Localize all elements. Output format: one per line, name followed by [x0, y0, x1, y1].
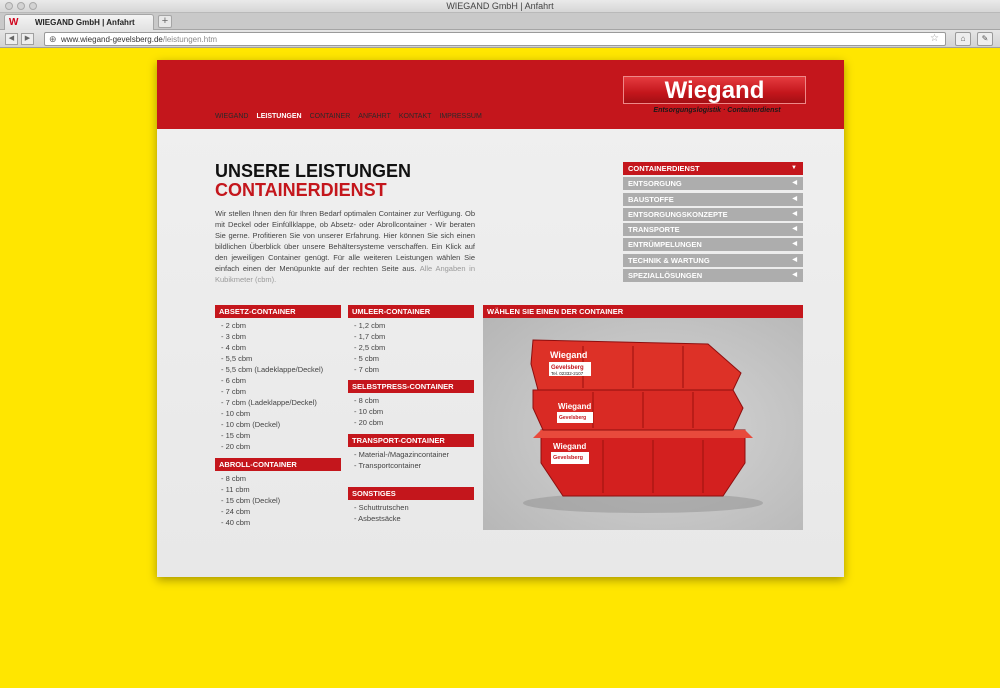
- bookmark-star-icon[interactable]: ☆: [930, 33, 939, 44]
- category-head-absetz[interactable]: ABSETZ-CONTAINER: [215, 305, 341, 318]
- globe-icon: ⊕: [49, 34, 57, 44]
- caret-left-icon: ◀: [792, 256, 797, 263]
- container-label-city-2: Gevelsberg: [559, 415, 587, 421]
- side-menu: [623, 162, 803, 284]
- side-item-transporte[interactable]: TRANSPORTE ◀: [623, 223, 803, 236]
- nav-item-impressum[interactable]: IMPRESSUM: [439, 113, 482, 120]
- list-item[interactable]: - 7 cbm (Ladeklappe/Deckel): [221, 398, 317, 407]
- container-panel: [483, 305, 803, 530]
- page-title: UNSERE LEISTUNGEN: [215, 161, 412, 181]
- category-head-abroll[interactable]: ABROLL-CONTAINER: [215, 458, 341, 471]
- list-item[interactable]: - 20 cbm: [221, 442, 251, 451]
- intro-body: Wir stellen Ihnen den für Ihren Bedarf optimalen Container zur Verfügung. Ob mit Deckel oder Einfüllklappe, ob Absetz- oder Abrollcontainer - Wir beraten Sie gerne. Profitieren Sie von unserer Erfahrung. Hier können Sie sich einen bildlichen Überblick über unsere Behältersysteme verschaffen. Ein Klick auf den jeweiligen Container genügt. Für alle weiteren Leistungen wählen Sie einfach einen der Menüpunkte auf der rechten Seite aus.: [215, 209, 475, 273]
- container-label-phone: Tel. 02332-2107: [551, 371, 584, 376]
- page-subtitle: CONTAINERDIENST: [215, 180, 387, 200]
- list-item[interactable]: - 6 cbm: [221, 376, 247, 385]
- home-button[interactable]: ⌂: [955, 32, 971, 46]
- list-item[interactable]: - 24 cbm: [221, 507, 251, 516]
- panel-title: WÄHLEN SIE EINEN DER CONTAINER: [483, 305, 803, 318]
- list-item[interactable]: - 5 cbm: [354, 354, 380, 363]
- caret-left-icon: ◀: [792, 272, 797, 279]
- site-header: [157, 60, 844, 129]
- list-item[interactable]: - 11 cbm: [221, 485, 250, 494]
- list-item[interactable]: - 5,5 cbm (Ladeklappe/Deckel): [221, 365, 324, 374]
- wiegand-logo[interactable]: [623, 76, 806, 104]
- logo-tagline: Entsorgungslogistik · Containerdienst: [653, 107, 781, 114]
- container-label-city-3: Gevelsberg: [553, 455, 583, 461]
- caret-down-icon: ▼: [791, 165, 797, 171]
- list-item[interactable]: - 1,7 cbm: [354, 332, 386, 341]
- container-stack-image[interactable]: [483, 318, 803, 530]
- forward-button[interactable]: ▶: [21, 33, 34, 45]
- list-item[interactable]: - Asbestsäcke: [354, 514, 401, 523]
- category-transport: [348, 434, 474, 477]
- nav-item-leistungen[interactable]: LEISTUNGEN: [256, 113, 302, 120]
- side-item-entsorgungskonzepte[interactable]: ENTSORGUNGSKONZEPTE ◀: [623, 208, 803, 221]
- browser-toolbar: [0, 30, 1000, 48]
- window-titlebar: [0, 0, 1000, 13]
- category-list-sonstiges: [348, 500, 474, 530]
- nav-item-wiegand[interactable]: WIEGAND: [215, 113, 249, 120]
- favicon-icon: W: [9, 17, 19, 28]
- list-item[interactable]: - 7 cbm: [221, 387, 247, 396]
- category-list-transport: [348, 447, 474, 477]
- tab-label: WIEGAND GmbH | Anfahrt: [35, 18, 135, 27]
- container-label-brand-2: Wiegand: [558, 402, 592, 411]
- caret-left-icon: ◀: [792, 210, 797, 217]
- category-list-selbstpress: [348, 393, 474, 434]
- window-title: WIEGAND GmbH | Anfahrt: [446, 1, 554, 11]
- list-item[interactable]: - Material-/Magazincontainer: [354, 450, 450, 459]
- list-item[interactable]: - 2 cbm: [221, 321, 247, 330]
- nav-item-anfahrt[interactable]: ANFAHRT: [358, 113, 391, 120]
- side-item-baustoffe[interactable]: BAUSTOFFE ◀: [623, 193, 803, 206]
- list-item[interactable]: - 10 cbm: [354, 407, 384, 416]
- container-label-brand: Wiegand: [550, 350, 588, 360]
- new-tab-button[interactable]: +: [158, 15, 172, 28]
- intro-note: Alle Angaben in Kubikmeter (cbm).: [215, 264, 475, 284]
- caret-left-icon: ◀: [792, 195, 797, 202]
- list-item[interactable]: - 15 cbm (Deckel): [221, 496, 281, 505]
- list-item[interactable]: - 10 cbm (Deckel): [221, 420, 281, 429]
- settings-wrench-button[interactable]: ✎: [977, 32, 993, 46]
- list-item[interactable]: - 20 cbm: [354, 418, 384, 427]
- category-umleer: [348, 305, 474, 381]
- caret-left-icon: ◀: [792, 241, 797, 248]
- side-item-containerdienst[interactable]: CONTAINERDIENST ▼: [623, 162, 803, 175]
- page-card: [157, 60, 844, 577]
- list-item[interactable]: - 3 cbm: [221, 332, 247, 341]
- side-item-spezialloesungen[interactable]: SPEZIALLÖSUNGEN ◀: [623, 269, 803, 282]
- category-list-abroll: [215, 471, 341, 534]
- caret-left-icon: ◀: [792, 180, 797, 187]
- category-absetz: [215, 305, 341, 458]
- category-abroll: [215, 458, 341, 534]
- list-item[interactable]: - 4 cbm: [221, 343, 247, 352]
- container-label-brand-3: Wiegand: [553, 442, 587, 451]
- caret-left-icon: ◀: [792, 226, 797, 233]
- address-bar[interactable]: [44, 32, 946, 46]
- category-head-selbstpress[interactable]: SELBSTPRESS-CONTAINER: [348, 380, 474, 393]
- container-label-city: Gevelsberg: [551, 365, 584, 371]
- list-item[interactable]: - 40 cbm: [221, 518, 251, 527]
- side-item-technik-wartung[interactable]: TECHNIK & WARTUNG ◀: [623, 254, 803, 267]
- category-list-absetz: [215, 318, 341, 458]
- side-item-entruempelungen[interactable]: ENTRÜMPELUNGEN ◀: [623, 238, 803, 251]
- tab-bar: [0, 13, 1000, 30]
- category-sonstiges: [348, 487, 474, 530]
- list-item[interactable]: - 10 cbm: [221, 409, 251, 418]
- list-item[interactable]: - 2,5 cbm: [354, 343, 386, 352]
- list-item[interactable]: - 5,5 cbm: [221, 354, 253, 363]
- browser-tab[interactable]: [4, 14, 154, 30]
- category-head-sonstiges[interactable]: SONSTIGES: [348, 487, 474, 500]
- side-item-entsorgung[interactable]: ENTSORGUNG ◀: [623, 177, 803, 190]
- back-button[interactable]: ◀: [5, 33, 18, 45]
- intro-text: [215, 208, 475, 285]
- list-item[interactable]: - 7 cbm: [354, 365, 380, 374]
- nav-item-kontakt[interactable]: KONTAKT: [398, 113, 432, 120]
- list-item[interactable]: - 8 cbm: [221, 474, 247, 483]
- category-list-umleer: [348, 318, 474, 381]
- list-item[interactable]: - 15 cbm: [221, 431, 251, 440]
- list-item[interactable]: - Schuttrutschen: [354, 503, 409, 512]
- url-text: www.wiegand-gevelsberg.de/leistungen.htm: [61, 35, 218, 44]
- list-item[interactable]: - Transportcontainer: [354, 461, 422, 470]
- logo-text: Wiegand: [664, 77, 765, 104]
- nav-item-container[interactable]: CONTAINER: [309, 113, 351, 120]
- category-selbstpress: [348, 380, 474, 434]
- category-head-umleer[interactable]: UMLEER-CONTAINER: [348, 305, 474, 318]
- category-head-transport[interactable]: TRANSPORT-CONTAINER: [348, 434, 474, 447]
- list-item[interactable]: - 1,2 cbm: [354, 321, 386, 330]
- list-item[interactable]: - 8 cbm: [354, 396, 380, 405]
- main-nav: [215, 113, 482, 120]
